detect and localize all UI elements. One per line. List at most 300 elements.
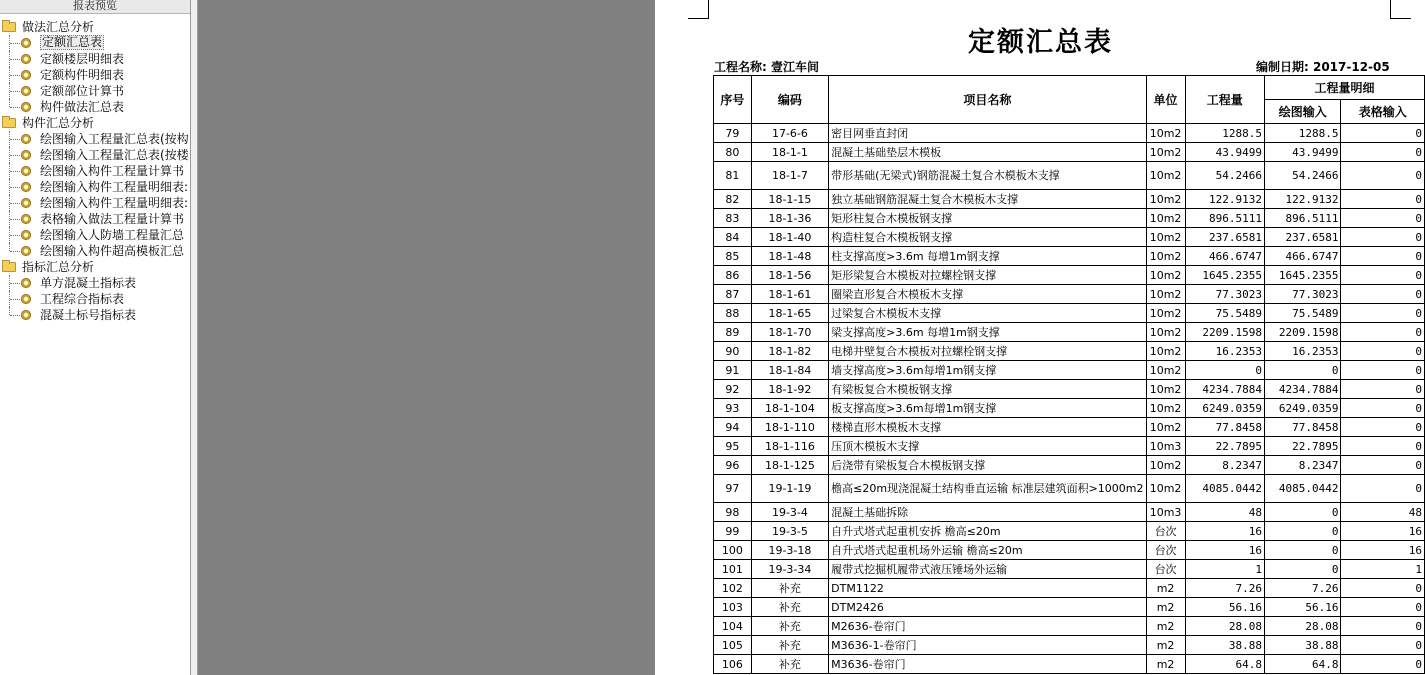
tree-item[interactable]: [0, 195, 190, 211]
report-gear-icon: [21, 134, 31, 144]
cell-draw-input: 6249.0359: [1265, 399, 1341, 418]
report-gear-icon: [21, 278, 31, 288]
cell-unit: 10m2: [1146, 143, 1185, 162]
cell-table-input: 0: [1341, 380, 1425, 399]
cell-seq: 100: [714, 541, 752, 560]
cell-name: 矩形梁复合木模板对拉螺栓钢支撑: [829, 266, 1146, 285]
report-tree-panel: [0, 0, 191, 675]
report-tree: [0, 19, 190, 323]
header-table-input: 表格输入: [1341, 100, 1425, 124]
cell-code: 18-1-15: [751, 190, 828, 209]
cell-name: 矩形柱复合木模板钢支撑: [829, 209, 1146, 228]
cell-name: 混凝土基础垫层木模板: [829, 143, 1146, 162]
cell-draw-input: 16.2353: [1265, 342, 1341, 361]
table-row: [714, 475, 1425, 503]
report-gear-icon: [21, 182, 31, 192]
cell-qty: 896.5111: [1185, 209, 1264, 228]
cell-code: 18-1-56: [751, 266, 828, 285]
cell-name: 墙支撑高度>3.6m每增1m钢支撑: [829, 361, 1146, 380]
tree-connector: [10, 283, 20, 284]
cell-code: 19-3-34: [751, 560, 828, 579]
tree-item-label: 表格输入做法工程量计算书: [40, 212, 185, 226]
header-draw-input: 绘图输入: [1265, 100, 1341, 124]
cell-qty: 0: [1185, 361, 1264, 380]
cell-draw-input: 237.6581: [1265, 228, 1341, 247]
tree-connector: [9, 307, 10, 315]
cell-table-input: 0: [1341, 437, 1425, 456]
cell-draw-input: 1645.2355: [1265, 266, 1341, 285]
cell-qty: 466.6747: [1185, 247, 1264, 266]
cell-seq: 93: [714, 399, 752, 418]
tree-connector: [10, 187, 20, 188]
cell-table-input: 0: [1341, 361, 1425, 380]
tree-group-label: 做法汇总分析: [22, 20, 95, 34]
cell-qty: 6249.0359: [1185, 399, 1264, 418]
cell-code: 18-1-110: [751, 418, 828, 437]
cell-table-input: 0: [1341, 579, 1425, 598]
cell-table-input: 0: [1341, 190, 1425, 209]
cell-seq: 86: [714, 266, 752, 285]
cell-draw-input: 2209.1598: [1265, 323, 1341, 342]
cell-qty: 75.5489: [1185, 304, 1264, 323]
tree-item-label: 单方混凝土指标表: [40, 276, 137, 290]
cell-unit: 10m2: [1146, 380, 1185, 399]
cell-code: 18-1-82: [751, 342, 828, 361]
cell-draw-input: 64.8: [1265, 655, 1341, 674]
cell-qty: 38.88: [1185, 636, 1264, 655]
cell-seq: 85: [714, 247, 752, 266]
tree-connector: [10, 235, 20, 236]
cell-table-input: 0: [1341, 124, 1425, 143]
cell-unit: 10m2: [1146, 162, 1185, 190]
cell-unit: 10m2: [1146, 266, 1185, 285]
cell-seq: 95: [714, 437, 752, 456]
cell-qty: 1288.5: [1185, 124, 1264, 143]
header-detail: 工程量明细: [1265, 76, 1425, 100]
cell-unit: 10m2: [1146, 323, 1185, 342]
cell-name: 楼梯直形木模板木支撑: [829, 418, 1146, 437]
cell-table-input: 0: [1341, 209, 1425, 228]
cell-table-input: 16: [1341, 541, 1425, 560]
cell-name: 混凝土基础拆除: [829, 503, 1146, 522]
cell-table-input: 0: [1341, 399, 1425, 418]
cell-draw-input: 22.7895: [1265, 437, 1341, 456]
header-code: 编码: [751, 76, 828, 124]
header-name: 项目名称: [829, 76, 1146, 124]
table-row: [714, 456, 1425, 475]
tree-item[interactable]: [0, 163, 190, 179]
cell-draw-input: 0: [1265, 503, 1341, 522]
header-qty: 工程量: [1185, 76, 1264, 124]
cell-table-input: 0: [1341, 304, 1425, 323]
cell-name: 圈梁直形复合木模板木支撑: [829, 285, 1146, 304]
table-row: [714, 636, 1425, 655]
cell-qty: 48: [1185, 503, 1264, 522]
cell-code: 18-1-65: [751, 304, 828, 323]
compile-date: 编制日期: 2017-12-05: [1256, 60, 1390, 74]
folder-icon: [2, 118, 16, 128]
page-corner-mark-right: [1390, 0, 1411, 19]
tree-group[interactable]: [0, 115, 190, 131]
cell-table-input: 48: [1341, 503, 1425, 522]
report-page: [656, 0, 1425, 675]
cell-code: 18-1-40: [751, 228, 828, 247]
cell-code: 18-1-84: [751, 361, 828, 380]
cell-code: 18-1-92: [751, 380, 828, 399]
cell-seq: 88: [714, 304, 752, 323]
table-row: [714, 579, 1425, 598]
cell-unit: 10m2: [1146, 456, 1185, 475]
cell-seq: 82: [714, 190, 752, 209]
cell-qty: 7.26: [1185, 579, 1264, 598]
folder-icon: [2, 22, 16, 32]
tree-connector: [9, 99, 10, 107]
table-row: [714, 522, 1425, 541]
report-gear-icon: [21, 294, 31, 304]
quota-summary-table: [713, 75, 1425, 674]
report-gear-icon: [21, 166, 31, 176]
table-row: [714, 323, 1425, 342]
cell-qty: 122.9132: [1185, 190, 1264, 209]
cell-unit: 10m2: [1146, 124, 1185, 143]
cell-draw-input: 0: [1265, 560, 1341, 579]
tree-item[interactable]: [0, 131, 190, 147]
cell-seq: 99: [714, 522, 752, 541]
cell-name: 檐高≤20m现浇混凝土结构垂直运输 标准层建筑面积>1000m2: [829, 475, 1146, 503]
tree-item-label: 工程综合指标表: [40, 292, 125, 306]
cell-seq: 91: [714, 361, 752, 380]
cell-unit: 10m2: [1146, 228, 1185, 247]
cell-table-input: 0: [1341, 228, 1425, 247]
table-row: [714, 399, 1425, 418]
cell-unit: 10m3: [1146, 437, 1185, 456]
cell-table-input: 0: [1341, 655, 1425, 674]
tree-item[interactable]: [0, 211, 190, 227]
report-gear-icon: [21, 310, 31, 320]
cell-qty: 22.7895: [1185, 437, 1264, 456]
table-row: [714, 617, 1425, 636]
cell-qty: 64.8: [1185, 655, 1264, 674]
cell-code: 18-1-7: [751, 162, 828, 190]
cell-seq: 92: [714, 380, 752, 399]
cell-draw-input: 77.8458: [1265, 418, 1341, 437]
cell-name: 电梯井壁复合木模板对拉螺栓钢支撑: [829, 342, 1146, 361]
cell-unit: m2: [1146, 636, 1185, 655]
cell-table-input: 0: [1341, 247, 1425, 266]
cell-name: 板支撑高度>3.6m每增1m钢支撑: [829, 399, 1146, 418]
tree-item-label: 定额构件明细表: [40, 68, 125, 82]
cell-unit: m2: [1146, 598, 1185, 617]
cell-seq: 94: [714, 418, 752, 437]
tree-item-label: 定额楼层明细表: [40, 52, 125, 66]
table-row: [714, 418, 1425, 437]
cell-code: 补充: [751, 636, 828, 655]
cell-code: 19-3-5: [751, 522, 828, 541]
cell-qty: 16: [1185, 541, 1264, 560]
cell-name: 构造柱复合木模板钢支撑: [829, 228, 1146, 247]
cell-qty: 77.3023: [1185, 285, 1264, 304]
cell-qty: 28.08: [1185, 617, 1264, 636]
cell-table-input: 0: [1341, 285, 1425, 304]
cell-table-input: 16: [1341, 522, 1425, 541]
tree-connector: [10, 219, 20, 220]
tree-connector: [10, 139, 20, 140]
cell-unit: 10m2: [1146, 342, 1185, 361]
report-gear-icon: [21, 246, 31, 256]
cell-code: 18-1-104: [751, 399, 828, 418]
cell-draw-input: 56.16: [1265, 598, 1341, 617]
cell-draw-input: 0: [1265, 541, 1341, 560]
cell-code: 18-1-36: [751, 209, 828, 228]
report-gear-icon: [21, 86, 31, 96]
cell-name: 过梁复合木模板木支撑: [829, 304, 1146, 323]
cell-draw-input: 75.5489: [1265, 304, 1341, 323]
report-gear-icon: [21, 54, 31, 64]
cell-qty: 16: [1185, 522, 1264, 541]
cell-seq: 81: [714, 162, 752, 190]
cell-name: 自升式塔式起重机安拆 檐高≤20m: [829, 522, 1146, 541]
cell-qty: 1: [1185, 560, 1264, 579]
cell-table-input: 0: [1341, 266, 1425, 285]
table-row: [714, 541, 1425, 560]
tree-item-label: 绘图输入构件工程量明细表:: [40, 196, 189, 210]
cell-qty: 56.16: [1185, 598, 1264, 617]
cell-draw-input: 4234.7884: [1265, 380, 1341, 399]
cell-code: 补充: [751, 617, 828, 636]
cell-seq: 83: [714, 209, 752, 228]
cell-table-input: 0: [1341, 475, 1425, 503]
tree-connector: [10, 251, 20, 252]
cell-qty: 54.2466: [1185, 162, 1264, 190]
report-gear-icon: [21, 38, 31, 48]
tree-group[interactable]: [0, 19, 190, 35]
tree-item[interactable]: [0, 227, 190, 243]
table-row: [714, 124, 1425, 143]
table-row: [714, 304, 1425, 323]
cell-name: M2636-卷帘门: [829, 617, 1146, 636]
tree-item-label: 构件做法汇总表: [40, 100, 125, 114]
header-unit: 单位: [1146, 76, 1185, 124]
cell-table-input: 0: [1341, 342, 1425, 361]
cell-code: 18-1-61: [751, 285, 828, 304]
cell-table-input: 0: [1341, 162, 1425, 190]
cell-code: 19-3-18: [751, 541, 828, 560]
cell-unit: 10m2: [1146, 304, 1185, 323]
cell-unit: 台次: [1146, 560, 1185, 579]
cell-name: 带形基础(无梁式)钢筋混凝土复合木模板木支撑: [829, 162, 1146, 190]
cell-name: 压顶木模板木支撑: [829, 437, 1146, 456]
cell-name: M3636-1-卷帘门: [829, 636, 1146, 655]
table-row: [714, 247, 1425, 266]
page-corner-mark-left: [688, 0, 709, 19]
cell-draw-input: 1288.5: [1265, 124, 1341, 143]
cell-name: M3636-卷帘门: [829, 655, 1146, 674]
cell-draw-input: 38.88: [1265, 636, 1341, 655]
tree-item[interactable]: [0, 99, 190, 115]
table-row: [714, 162, 1425, 190]
cell-code: 19-1-19: [751, 475, 828, 503]
cell-draw-input: 4085.0442: [1265, 475, 1341, 503]
cell-name: 自升式塔式起重机场外运输 檐高≤20m: [829, 541, 1146, 560]
cell-name: 独立基础钢筋混凝土复合木模板木支撑: [829, 190, 1146, 209]
tree-item-label: 定额部位计算书: [40, 84, 125, 98]
cell-seq: 101: [714, 560, 752, 579]
report-gear-icon: [21, 230, 31, 240]
cell-unit: 10m3: [1146, 503, 1185, 522]
cell-table-input: 0: [1341, 323, 1425, 342]
table-row: [714, 361, 1425, 380]
cell-code: 18-1-48: [751, 247, 828, 266]
tree-item[interactable]: [0, 83, 190, 99]
cell-unit: 10m2: [1146, 209, 1185, 228]
cell-code: 补充: [751, 598, 828, 617]
tree-item[interactable]: [0, 307, 190, 323]
table-row: [714, 503, 1425, 522]
cell-name: 有梁板复合木模板钢支撑: [829, 380, 1146, 399]
project-name: 工程名称: 壹江车间: [714, 60, 819, 74]
cell-code: 17-6-6: [751, 124, 828, 143]
tree-group[interactable]: [0, 259, 190, 275]
tree-group-label: 指标汇总分析: [22, 260, 95, 274]
tree-item-label: 绘图输入构件工程量明细表:: [40, 180, 189, 194]
cell-qty: 4085.0442: [1185, 475, 1264, 503]
tree-connector: [10, 171, 20, 172]
cell-unit: 台次: [1146, 522, 1185, 541]
cell-code: 补充: [751, 655, 828, 674]
cell-unit: 台次: [1146, 541, 1185, 560]
table-row: [714, 228, 1425, 247]
cell-seq: 87: [714, 285, 752, 304]
tree-item[interactable]: [0, 243, 190, 259]
cell-draw-input: 54.2466: [1265, 162, 1341, 190]
cell-seq: 89: [714, 323, 752, 342]
tree-item[interactable]: [0, 67, 190, 83]
cell-unit: 10m2: [1146, 361, 1185, 380]
cell-table-input: 0: [1341, 143, 1425, 162]
tree-item-label: 绘图输入工程量汇总表(按楼: [40, 148, 189, 162]
cell-name: 密目网垂直封闭: [829, 124, 1146, 143]
table-row: [714, 437, 1425, 456]
tree-item[interactable]: [0, 51, 190, 67]
cell-draw-input: 28.08: [1265, 617, 1341, 636]
table-row: [714, 266, 1425, 285]
cell-draw-input: 7.26: [1265, 579, 1341, 598]
tree-group-label: 构件汇总分析: [22, 116, 95, 130]
report-gear-icon: [21, 150, 31, 160]
tree-item-label: 绘图输入构件超高模板汇总: [40, 244, 185, 258]
report-gear-icon: [21, 214, 31, 224]
cell-draw-input: 0: [1265, 361, 1341, 380]
cell-qty: 1645.2355: [1185, 266, 1264, 285]
cell-code: 19-3-4: [751, 503, 828, 522]
tree-item-label: 混凝土标号指标表: [40, 308, 137, 322]
table-row: [714, 209, 1425, 228]
cell-unit: 10m2: [1146, 285, 1185, 304]
cell-seq: 104: [714, 617, 752, 636]
tree-connector: [10, 155, 20, 156]
header-seq: 序号: [714, 76, 752, 124]
cell-draw-input: 43.9499: [1265, 143, 1341, 162]
cell-code: 18-1-1: [751, 143, 828, 162]
cell-name: DTM1122: [829, 579, 1146, 598]
cell-qty: 16.2353: [1185, 342, 1264, 361]
cell-unit: m2: [1146, 617, 1185, 636]
cell-table-input: 0: [1341, 456, 1425, 475]
table-row: [714, 190, 1425, 209]
cell-unit: 10m2: [1146, 190, 1185, 209]
table-row: [714, 143, 1425, 162]
report-gear-icon: [21, 102, 31, 112]
cell-seq: 80: [714, 143, 752, 162]
cell-table-input: 0: [1341, 617, 1425, 636]
cell-table-input: 0: [1341, 598, 1425, 617]
tree-item[interactable]: [0, 147, 190, 163]
tree-item[interactable]: [0, 275, 190, 291]
cell-unit: 10m2: [1146, 475, 1185, 503]
tree-item[interactable]: [0, 35, 190, 51]
tree-connector: [10, 107, 20, 108]
cell-draw-input: 0: [1265, 522, 1341, 541]
report-gear-icon: [21, 198, 31, 208]
cell-seq: 105: [714, 636, 752, 655]
cell-table-input: 0: [1341, 418, 1425, 437]
cell-seq: 97: [714, 475, 752, 503]
cell-seq: 102: [714, 579, 752, 598]
tree-connector: [10, 203, 20, 204]
panel-header: 报表预览: [0, 0, 190, 14]
tree-connector: [10, 315, 20, 316]
cell-draw-input: 122.9132: [1265, 190, 1341, 209]
tree-connector: [10, 75, 20, 76]
cell-unit: 10m2: [1146, 399, 1185, 418]
table-row: [714, 560, 1425, 579]
cell-qty: 77.8458: [1185, 418, 1264, 437]
cell-draw-input: 466.6747: [1265, 247, 1341, 266]
cell-code: 18-1-116: [751, 437, 828, 456]
folder-icon: [2, 262, 16, 272]
tree-item-label: 绘图输入构件工程量计算书: [40, 164, 185, 178]
cell-name: 履带式挖掘机履带式液压锤场外运输: [829, 560, 1146, 579]
tree-item[interactable]: [0, 179, 190, 195]
tree-connector: [10, 91, 20, 92]
cell-seq: 79: [714, 124, 752, 143]
cell-table-input: 0: [1341, 636, 1425, 655]
table-row: [714, 655, 1425, 674]
cell-qty: 2209.1598: [1185, 323, 1264, 342]
cell-qty: 4234.7884: [1185, 380, 1264, 399]
tree-connector: [10, 43, 20, 44]
tree-item[interactable]: [0, 291, 190, 307]
cell-unit: m2: [1146, 579, 1185, 598]
report-title: 定额汇总表: [968, 27, 1113, 58]
cell-qty: 237.6581: [1185, 228, 1264, 247]
table-row: [714, 598, 1425, 617]
table-row: [714, 285, 1425, 304]
tree-item-label: 绘图输入人防墙工程量汇总: [40, 228, 185, 242]
tree-item-label: 绘图输入工程量汇总表(按构: [40, 132, 189, 146]
cell-code: 18-1-125: [751, 456, 828, 475]
cell-seq: 90: [714, 342, 752, 361]
cell-qty: 8.2347: [1185, 456, 1264, 475]
cell-seq: 96: [714, 456, 752, 475]
cell-seq: 103: [714, 598, 752, 617]
cell-unit: 10m2: [1146, 418, 1185, 437]
tree-item-label: 定额汇总表: [42, 35, 103, 49]
panel-splitter[interactable]: [191, 0, 198, 675]
cell-code: 18-1-70: [751, 323, 828, 342]
cell-name: 梁支撑高度>3.6m 每增1m钢支撑: [829, 323, 1146, 342]
tree-connector: [9, 243, 10, 251]
